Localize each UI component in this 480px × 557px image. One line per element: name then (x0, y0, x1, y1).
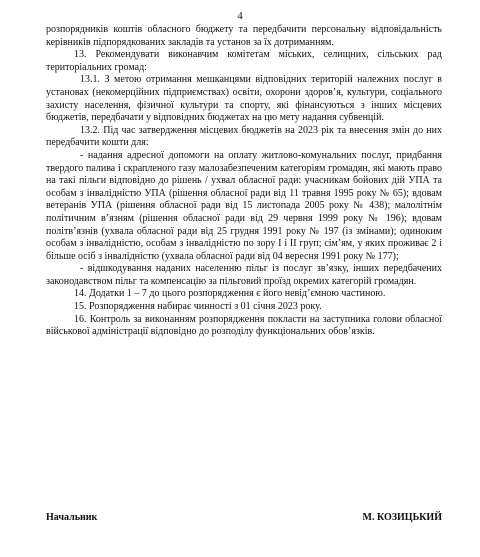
paragraph-13-2-item-communication-benefits: - відшкодування наданих населенню пільг із послуг зв’язку, інших передбачених законодавством пільг та компенсацію за пільговий проїзд окремих категорій громадян. (46, 263, 442, 287)
paragraph-13-1: 13.1. З метою отримання мешканцями відповідних територій належних послуг в установах (некомерційних підприємствах) освіти, охорони здоров’я, культури, соціального захисту населення, фізичної культури та спорту, які фінансуються з інших місцевих бюджетів, передбачати у відповідних бюджетах на цю мету надання субвенцій. (46, 74, 442, 124)
paragraph-14: 14. Додатки 1 – 7 до цього розпорядження є його невід’ємною частиною. (74, 288, 386, 300)
paragraph-continuation: розпорядників коштів обласного бюджету та передбачити персональну відповідальність керівників підпорядкованих закладів та установ за їх дотриманням. (46, 24, 442, 48)
document-body (46, 24, 442, 339)
signatory-title: Начальник (46, 512, 98, 523)
page-number: 4 (237, 10, 243, 22)
paragraph-15: 15. Розпорядження набирає чинності з 01 січня 2023 року. (74, 301, 322, 313)
paragraph-13-2-item-housing-aid: - надання адресної допомоги на оплату житлово-комунальних послуг, придбання твердого палива і скрапленого газу малозабезпеченим категоріям громадян, які мають право на такі пільги відповідно до рішень / ухвал обласної ради: учасникам бойових дій УПА та особам з інвалідністю УПА (рішення обласної ради від 11 травня 1995 року № 65); вдовам ветеранів УПА (рішення обласної ради від 15 листопада 2005 року № 438); малолітнім політичним в’язням (рішення обласної ради від 29 червня 1999 року № 196); вдовам політв’язнів (ухвала обласної ради від 25 грудня 1991 року № 197 (із змінами); одиноким особам з інвалідністю, особам з інвалідністю по зору I і II груп; сім’ям, у яких проживає 2 і більше осіб з інвалідністю (ухвала обласної ради від 04 вересня 1991 року № 177); (46, 149, 442, 262)
signatory-name: М. КОЗИЦЬКИЙ (362, 512, 442, 523)
paragraph-16: 16. Контроль за виконанням розпорядження покласти на заступника голови обласної військової адміністрації відповідно до розподілу функціональних обов’язків. (46, 313, 442, 338)
paragraph-13: 13. Рекомендувати виконавчим комітетам міських, селищних, сільських рад територіальних громад: (46, 49, 442, 73)
paragraph-13-2: 13.2. Під час затвердження місцевих бюджетів на 2023 рік та внесення змін до них передбачити кошти для: (46, 124, 442, 149)
